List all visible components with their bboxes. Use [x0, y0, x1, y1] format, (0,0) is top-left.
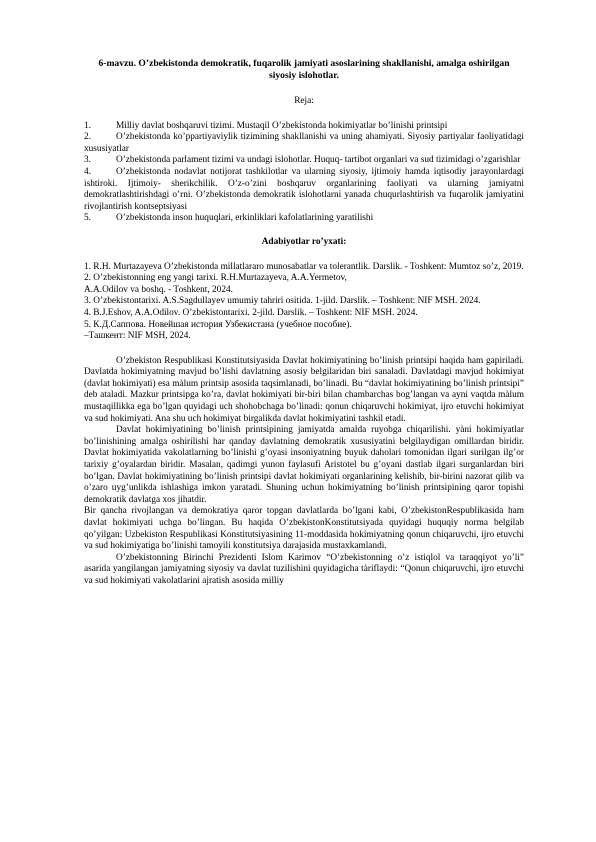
plan-item — [84, 132, 524, 155]
references-list — [84, 262, 524, 343]
body-paragraph: O’zbekistonning Birinchi Prezidenti Islom Karimov “O’zbekistonning o’z istiqlol va taraqqiyot yo’li” asarida yangilangan jamiyatning siyosiy va davlat tuzilishini quyidagicha tàriflaydi: “Qonun chiqaruvchi, ijro etuvchi va sud hokimiyati vakolatlarini ajratish asosida milliy — [84, 552, 524, 586]
plan-item-number: 2. — [84, 132, 91, 143]
plan-item-text: O’zbekistonda nodavlat notijorat tashkilotlar va ularning siyosiy, ijtimoiy hamda iqtisodiy jarayonlardagi ishtiroki. Ijtimoiy- sherikchilik. O’z-o’zini boshqaruv organlarining faoliyati va ularning jamiyatni demokratlashtirishdagi o’rni. O’zbekistonda demokratik islohotlarni yanada chuqurlashtirish va fuqarolik jamiyatini rivojlantirish kontseptsiyasi — [84, 166, 524, 212]
plan-item-text: O’zbekistonda ko’ppartiyaviylik tizimining shakllanishi va uning ahamiyati. Siyosiy partiyalar faoliyatidagi xususiyatlar — [84, 132, 524, 154]
reference-item: 2. O’zbekistonning eng yangi tarixi. R.H.Murtazayeva, A.A.Yermetov, — [84, 273, 347, 284]
plan-item-number: 3. — [84, 155, 91, 166]
body-text — [84, 356, 524, 588]
reference-item: 1. R.H. Murtazayeva O’zbekistonda millatlararo munosabatlar va tolerantlik. Darslik. - Toshkent: Mumtoz so’z, 2019. — [84, 261, 524, 272]
plan-heading: Reja: — [294, 96, 314, 106]
plan-item-text: Milliy davlat boshqaruvi tizimi. Mustaqil O’zbekistonda hokimiyatlar bo’linishi printsipi — [116, 120, 448, 131]
plan-item — [84, 213, 524, 225]
references-heading: Adabiyotlar ro’yxati: — [261, 236, 347, 247]
body-paragraph: Bir qancha rivojlangan va demokratiya qaror topgan davlatlarda bo’lgani kabi, O’zbekistonRespublikasida ham davlat hokimiyati uchga bo’lingan. Bu haqida O’zbekistonKonstitutsiyada quyidagi huquqiy norma belgilab qo’yilgan: Uzbekiston Respublikasi Konstitutsiyasining 11-moddasida hokimiyatning qonun chiqaruvchi, ijro etuvchi va sud hokimiyatiga bo’linishi tamoyili konstitutsiya darajasida mustaxkamlandi. — [84, 506, 524, 552]
plan-item-number: 1. — [84, 120, 91, 131]
plan-item-number: 5. — [84, 213, 91, 224]
reference-item: –Ташкент: NIF MSH, 2024. — [84, 331, 191, 342]
body-paragraph: Davlat hokimiyatining bo’linish printsipining jamiyatda amalda ruyobga chiqarilishi. yàni hokimiyatlar bo’linishining amalga oshirilishi har qanday davlatning demokratik xususiyatini belgilaydigan omillardan biridir. Davlat hokimiyatida vakolatlarning bo’linishi g’oyasi insoniyatning buyuk daholari tomonidan ilgari surilgan ilg’or tarixiy g’oyalardan biridir. Masalan, qadimgi yunon faylasufi Aristotel bu g’oyani dastlab ilgari surganlardan biri bo’lgan. Davlat hokimiyatining bo’linish printsipi davlat hokimiyati organlarining kelishib, bir-birini nazorat qilib va o’zaro uyg’unlikda ishlashiga imkon yaratadi. Shuning uchun hokimiyatning bo’linish printsipining qaror topishi demokratik davlatga xos jihatdir. — [84, 425, 524, 505]
reference-item: A.A.Odilov va boshq. - Toshkent, 2024. — [84, 284, 233, 295]
plan-item — [84, 167, 524, 213]
plan-item-number: 4. — [84, 166, 91, 177]
plan-list — [84, 121, 524, 225]
plan-item — [84, 155, 524, 167]
plan-item-text: O’zbekistonda inson huquqlari, erkinliklari kafolatlarining yaratilishi — [116, 213, 374, 224]
document-title: 6-mavzu. O’zbekistonda demokratik, fuqarolik jamiyati asoslarining shakllanishi, amalga oshirilgan siyosiy islohotlar. — [98, 58, 510, 81]
reference-item: 3. O’zbekistontarixi. A.S.Sagdullayev umumiy tahriri ositida. 1-jild. Darslik. – Toshkent: NIF MSH. 2024. — [84, 296, 481, 307]
plan-item — [84, 121, 524, 133]
reference-item: 5. К.Д.Саппова. Новейшая история Узбекистана (учебное пособие). — [84, 319, 352, 330]
body-paragraph: O’zbekiston Respublikasi Konstitutsiyasida Davlat hokimiyatining bo’linish printsipi haqida ham gapiriladi. Davlatda hokimiyatning mavjud bo’lishi davlatning asosiy belgilaridan biri sanaladi. Davlatdagi mavjud hokimiyat (davlat hokimiyati) esa màlum printsip asosida taqsimlanadi, bo’linadi. Bu “davlat hokimiyatining bo’linish printsipi” deb ataladi. Mazkur printsipga ko’ra, davlat hokimiyati bir-biri bilan chambarchas bog’langan va ayni vaqtda màlum mustaqillikka ega bo’lgan quyidagi uch shohobchaga bo’linadi: qonun chiqaruvchi hokimiyat, ijro etuvchi hokimiyat va sud hokimiyati. Ana shu uch hokimiyat birgalikda davlat hokimiyatini tashkil etadi. — [84, 355, 524, 424]
reference-item: 4. B.J.Eshov, A.A.Odilov. O’zbekistontarixi. 2-jild. Darslik. – Toshkent: NIF MSH. 2024. — [84, 307, 418, 318]
document-page — [84, 58, 524, 588]
plan-item-text: O’zbekistonda parlament tizimi va undagi islohotlar. Huquq- tartibot organlari va sud tizimidagi o’zgarishlar — [116, 155, 521, 166]
